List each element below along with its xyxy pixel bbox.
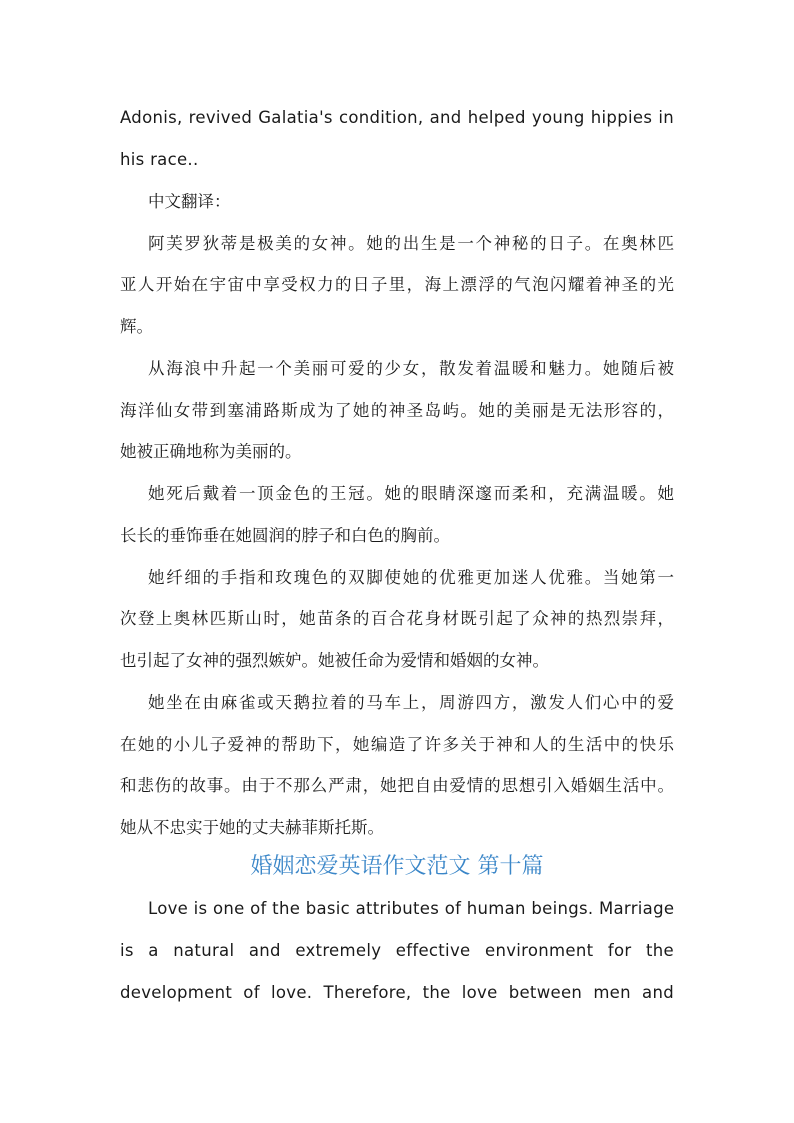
section-heading: 婚姻恋爱英语作文范文 第十篇 (250, 854, 544, 879)
paragraph-line: his race.. (120, 150, 199, 169)
paragraph-line: 从海浪中升起一个美丽可爱的少女，散发着温暖和魅力。她随后被 (148, 359, 674, 378)
paragraph-line: 在她的小儿子爱神的帮助下，她编造了许多关于神和人的生活中的快乐 (120, 735, 674, 754)
paragraph-line: 长长的垂饰垂在她圆润的脖子和白色的胸前。 (120, 526, 450, 545)
paragraph-line: 和悲伤的故事。由于不那么严肃，她把自由爱情的思想引入婚姻生活中。 (120, 776, 674, 795)
paragraph-line: 辉。 (120, 317, 153, 336)
paragraph-line: is a natural and extremely effective environment for the (120, 941, 674, 960)
paragraph-line: 亚人开始在宇宙中享受权力的日子里，海上漂浮的气泡闪耀着神圣的光 (120, 275, 674, 294)
paragraph-line: Love is one of the basic attributes of human beings. Marriage (148, 899, 675, 918)
paragraph-line: Adonis, revived Galatia's condition, and helped young hippies in (120, 108, 674, 127)
paragraph-line: 海洋仙女带到塞浦路斯成为了她的神圣岛屿。她的美丽是无法形容的， (120, 401, 674, 420)
paragraph-line: 她纤细的手指和玫瑰色的双脚使她的优雅更加迷人优雅。当她第一 (148, 568, 674, 587)
paragraph-line: 次登上奥林匹斯山时，她苗条的百合花身材既引起了众神的热烈崇拜， (120, 609, 674, 628)
paragraph-line: 她坐在由麻雀或天鹅拉着的马车上，周游四方，激发人们心中的爱 (148, 693, 674, 712)
paragraph-line: 她从不忠实于她的丈夫赫菲斯托斯。 (120, 818, 384, 837)
paragraph-line: 也引起了女神的强烈嫉妒。她被任命为爱情和婚姻的女神。 (120, 651, 549, 670)
paragraph-line: 她死后戴着一顶金色的王冠。她的眼睛深邃而柔和，充满温暖。她 (148, 484, 674, 503)
paragraph-line: development of love. Therefore, the love between men and (120, 983, 674, 1002)
section-label: 中文翻译： (148, 192, 231, 211)
paragraph-line: 她被正确地称为美丽的。 (120, 442, 302, 461)
paragraph-line: 阿芙罗狄蒂是极美的女神。她的出生是一个神秘的日子。在奥林匹 (148, 234, 674, 253)
